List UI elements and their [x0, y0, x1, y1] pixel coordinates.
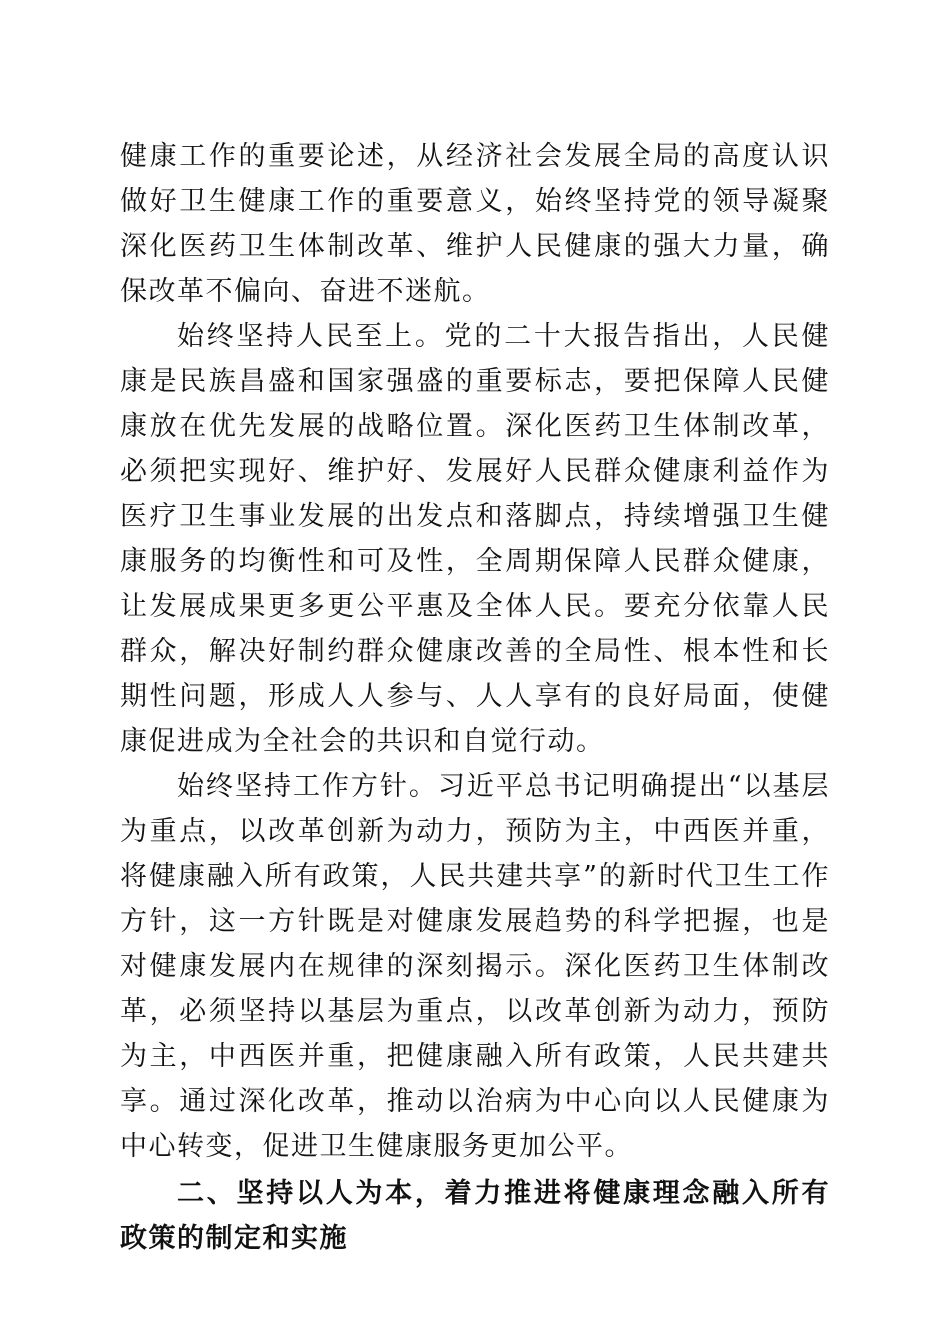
- paragraph-people-first: 始终坚持人民至上。党的二十大报告指出，人民健康是民族昌盛和国家强盛的重要标志，要把保障人民健康放在优先发展的战略位置。深化医药卫生体制改革，必须把实现好、维护好、发展好人民群众健康利益作为医疗卫生事业发展的出发点和落脚点，持续增强卫生健康服务的均衡性和可及性，全周期保障人民群众健康，让发展成果更多更公平惠及全体人民。要充分依靠人民群众，解决好制约群众健康改善的全局性、根本性和长期性问题，形成人人参与、人人享有的良好局面，使健康促进成为全社会的共识和自觉行动。: [120, 321, 830, 757]
- paragraph-work-policy: 始终坚持工作方针。习近平总书记明确提出“以基层为重点，以改革创新为动力，预防为主，中西医并重，将健康融入所有政策，人民共建共享”的新时代卫生工作方针，这一方针既是对健康发展趋势的科学把握，也是对健康发展内在规律的深刻揭示。深化医药卫生体制改革，必须坚持以基层为重点，以改革创新为动力，预防为主，中西医并重，把健康融入所有政策，人民共建共享。通过深化改革，推动以治病为中心向以人民健康为中心转变，促进卫生健康服务更加公平。: [120, 771, 830, 1162]
- document-body: [120, 134, 830, 1261]
- section-heading-2: 二、坚持以人为本，着力推进将健康理念融入所有政策的制定和实施: [120, 1178, 830, 1254]
- paragraph-continuation: 健康工作的重要论述，从经济社会发展全局的高度认识做好卫生健康工作的重要意义，始终坚持党的领导凝聚深化医药卫生体制改革、维护人民健康的强大力量，确保改革不偏向、奋进不迷航。: [120, 141, 830, 307]
